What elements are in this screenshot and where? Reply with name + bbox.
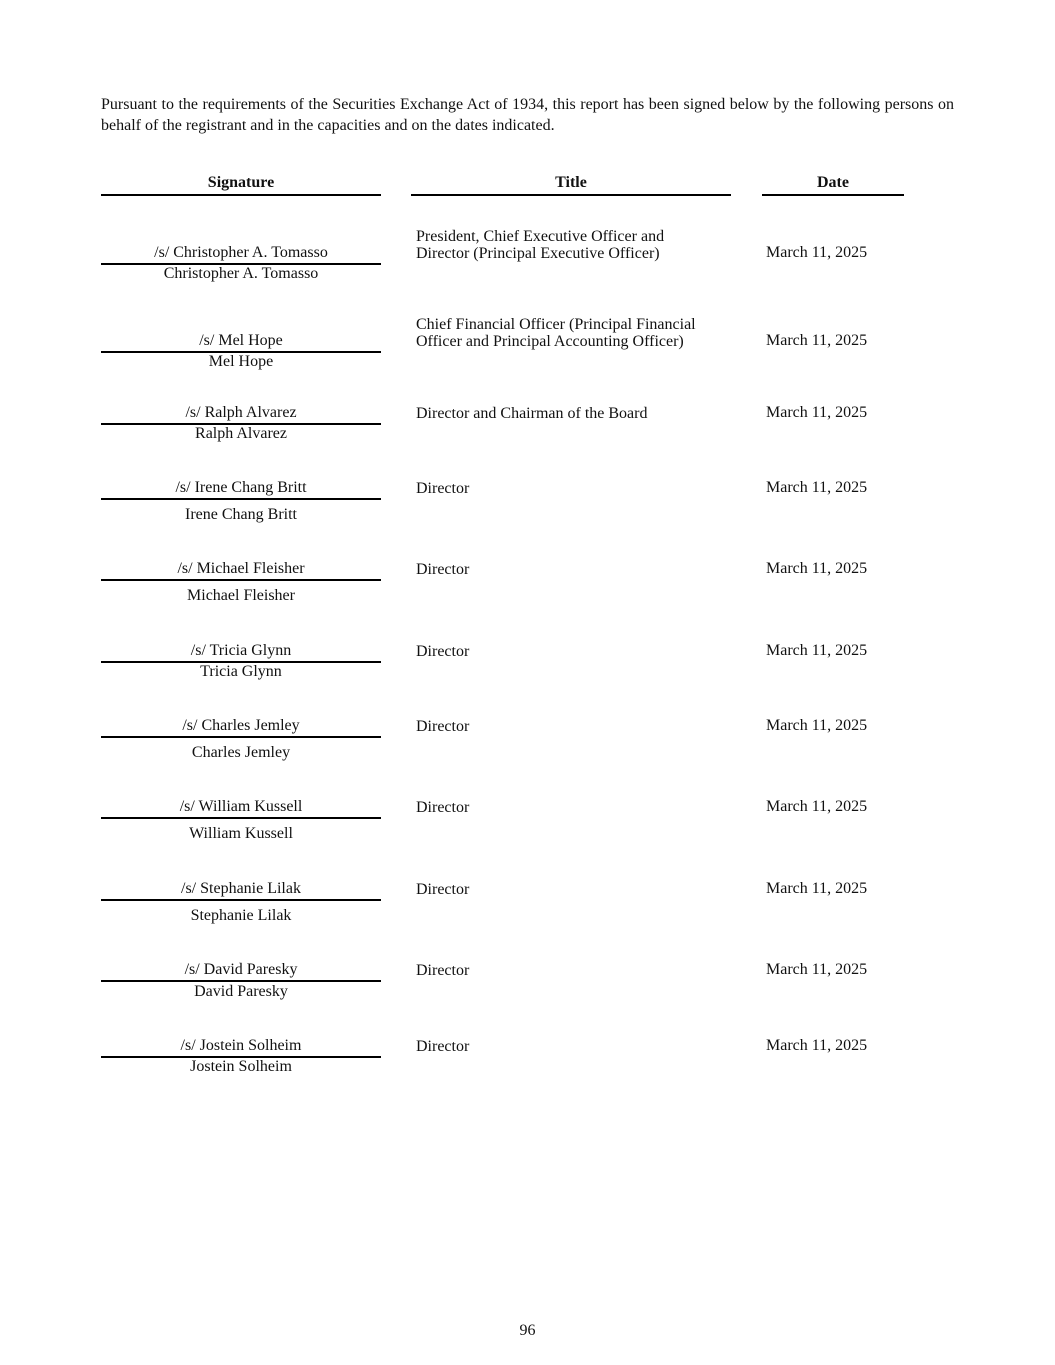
signature-line: /s/ David Paresky — [101, 960, 381, 982]
signer-title — [416, 718, 736, 735]
signer-title — [416, 228, 736, 262]
title-line: Director — [416, 561, 470, 578]
signing-date: March 11, 2025 — [766, 404, 868, 421]
signer-name: Tricia Glynn — [200, 663, 282, 680]
signer-title — [416, 480, 736, 497]
signer-title — [416, 405, 736, 422]
signer-title — [416, 1038, 736, 1055]
title-line: Director — [416, 480, 470, 497]
title-line: Director — [416, 881, 470, 898]
signer-title — [416, 881, 736, 898]
signing-date: March 11, 2025 — [766, 1037, 868, 1054]
signing-date: March 11, 2025 — [766, 479, 868, 496]
signature-column-header: Signature — [101, 174, 381, 196]
intro-paragraph: Pursuant to the requirements of the Securities Exchange Act of 1934, this report has been signed below by the following persons on behalf of the registrant and in the capacities and on the dates indicated. — [101, 96, 954, 134]
title-line: Director — [416, 643, 470, 660]
signer-name: Ralph Alvarez — [195, 425, 287, 442]
title-column-header: Title — [411, 174, 731, 196]
signature-line: /s/ Stephanie Lilak — [101, 879, 381, 901]
signing-date: March 11, 2025 — [766, 961, 868, 978]
signature-line: /s/ Michael Fleisher — [101, 559, 381, 581]
signing-date: March 11, 2025 — [766, 244, 868, 261]
signature-line: /s/ Ralph Alvarez — [101, 403, 381, 425]
signing-date: March 11, 2025 — [766, 560, 868, 577]
signer-name: Irene Chang Britt — [185, 506, 297, 523]
signer-title — [416, 561, 736, 578]
title-line: Director — [416, 718, 470, 735]
signature-line: /s/ Charles Jemley — [101, 716, 381, 738]
signer-name: David Paresky — [194, 983, 288, 1000]
signer-name: Christopher A. Tomasso — [163, 265, 319, 282]
title-line: Director and Chairman of the Board — [416, 405, 648, 422]
title-line: President, Chief Executive Officer and — [416, 228, 665, 245]
signature-line: /s/ Mel Hope — [101, 331, 381, 353]
signature-line: /s/ Tricia Glynn — [101, 641, 381, 663]
signing-date: March 11, 2025 — [766, 798, 868, 815]
page-number: 96 — [519, 1322, 536, 1339]
signing-date: March 11, 2025 — [766, 880, 868, 897]
title-line: Director — [416, 1038, 470, 1055]
signer-title — [416, 643, 736, 660]
title-line: Director (Principal Executive Officer) — [416, 245, 660, 262]
signing-date: March 11, 2025 — [766, 332, 868, 349]
title-line: Director — [416, 962, 470, 979]
signer-name: Mel Hope — [208, 353, 274, 370]
signer-name: Jostein Solheim — [190, 1058, 292, 1075]
signature-line: /s/ Christopher A. Tomasso — [101, 243, 381, 265]
signature-line: /s/ Irene Chang Britt — [101, 478, 381, 500]
signing-date: March 11, 2025 — [766, 717, 868, 734]
title-line: Director — [416, 799, 470, 816]
signer-title — [416, 316, 736, 350]
signer-name: Michael Fleisher — [187, 587, 295, 604]
signing-date: March 11, 2025 — [766, 642, 868, 659]
signature-line: /s/ William Kussell — [101, 797, 381, 819]
title-line: Officer and Principal Accounting Officer) — [416, 333, 684, 350]
title-line: Chief Financial Officer (Principal Financial — [416, 316, 696, 333]
signer-title — [416, 799, 736, 816]
date-column-header: Date — [762, 174, 904, 196]
signature-line: /s/ Jostein Solheim — [101, 1036, 381, 1058]
signer-title — [416, 962, 736, 979]
signer-name: Charles Jemley — [191, 744, 291, 761]
signer-name: William Kussell — [189, 825, 293, 842]
signer-name: Stephanie Lilak — [190, 907, 292, 924]
